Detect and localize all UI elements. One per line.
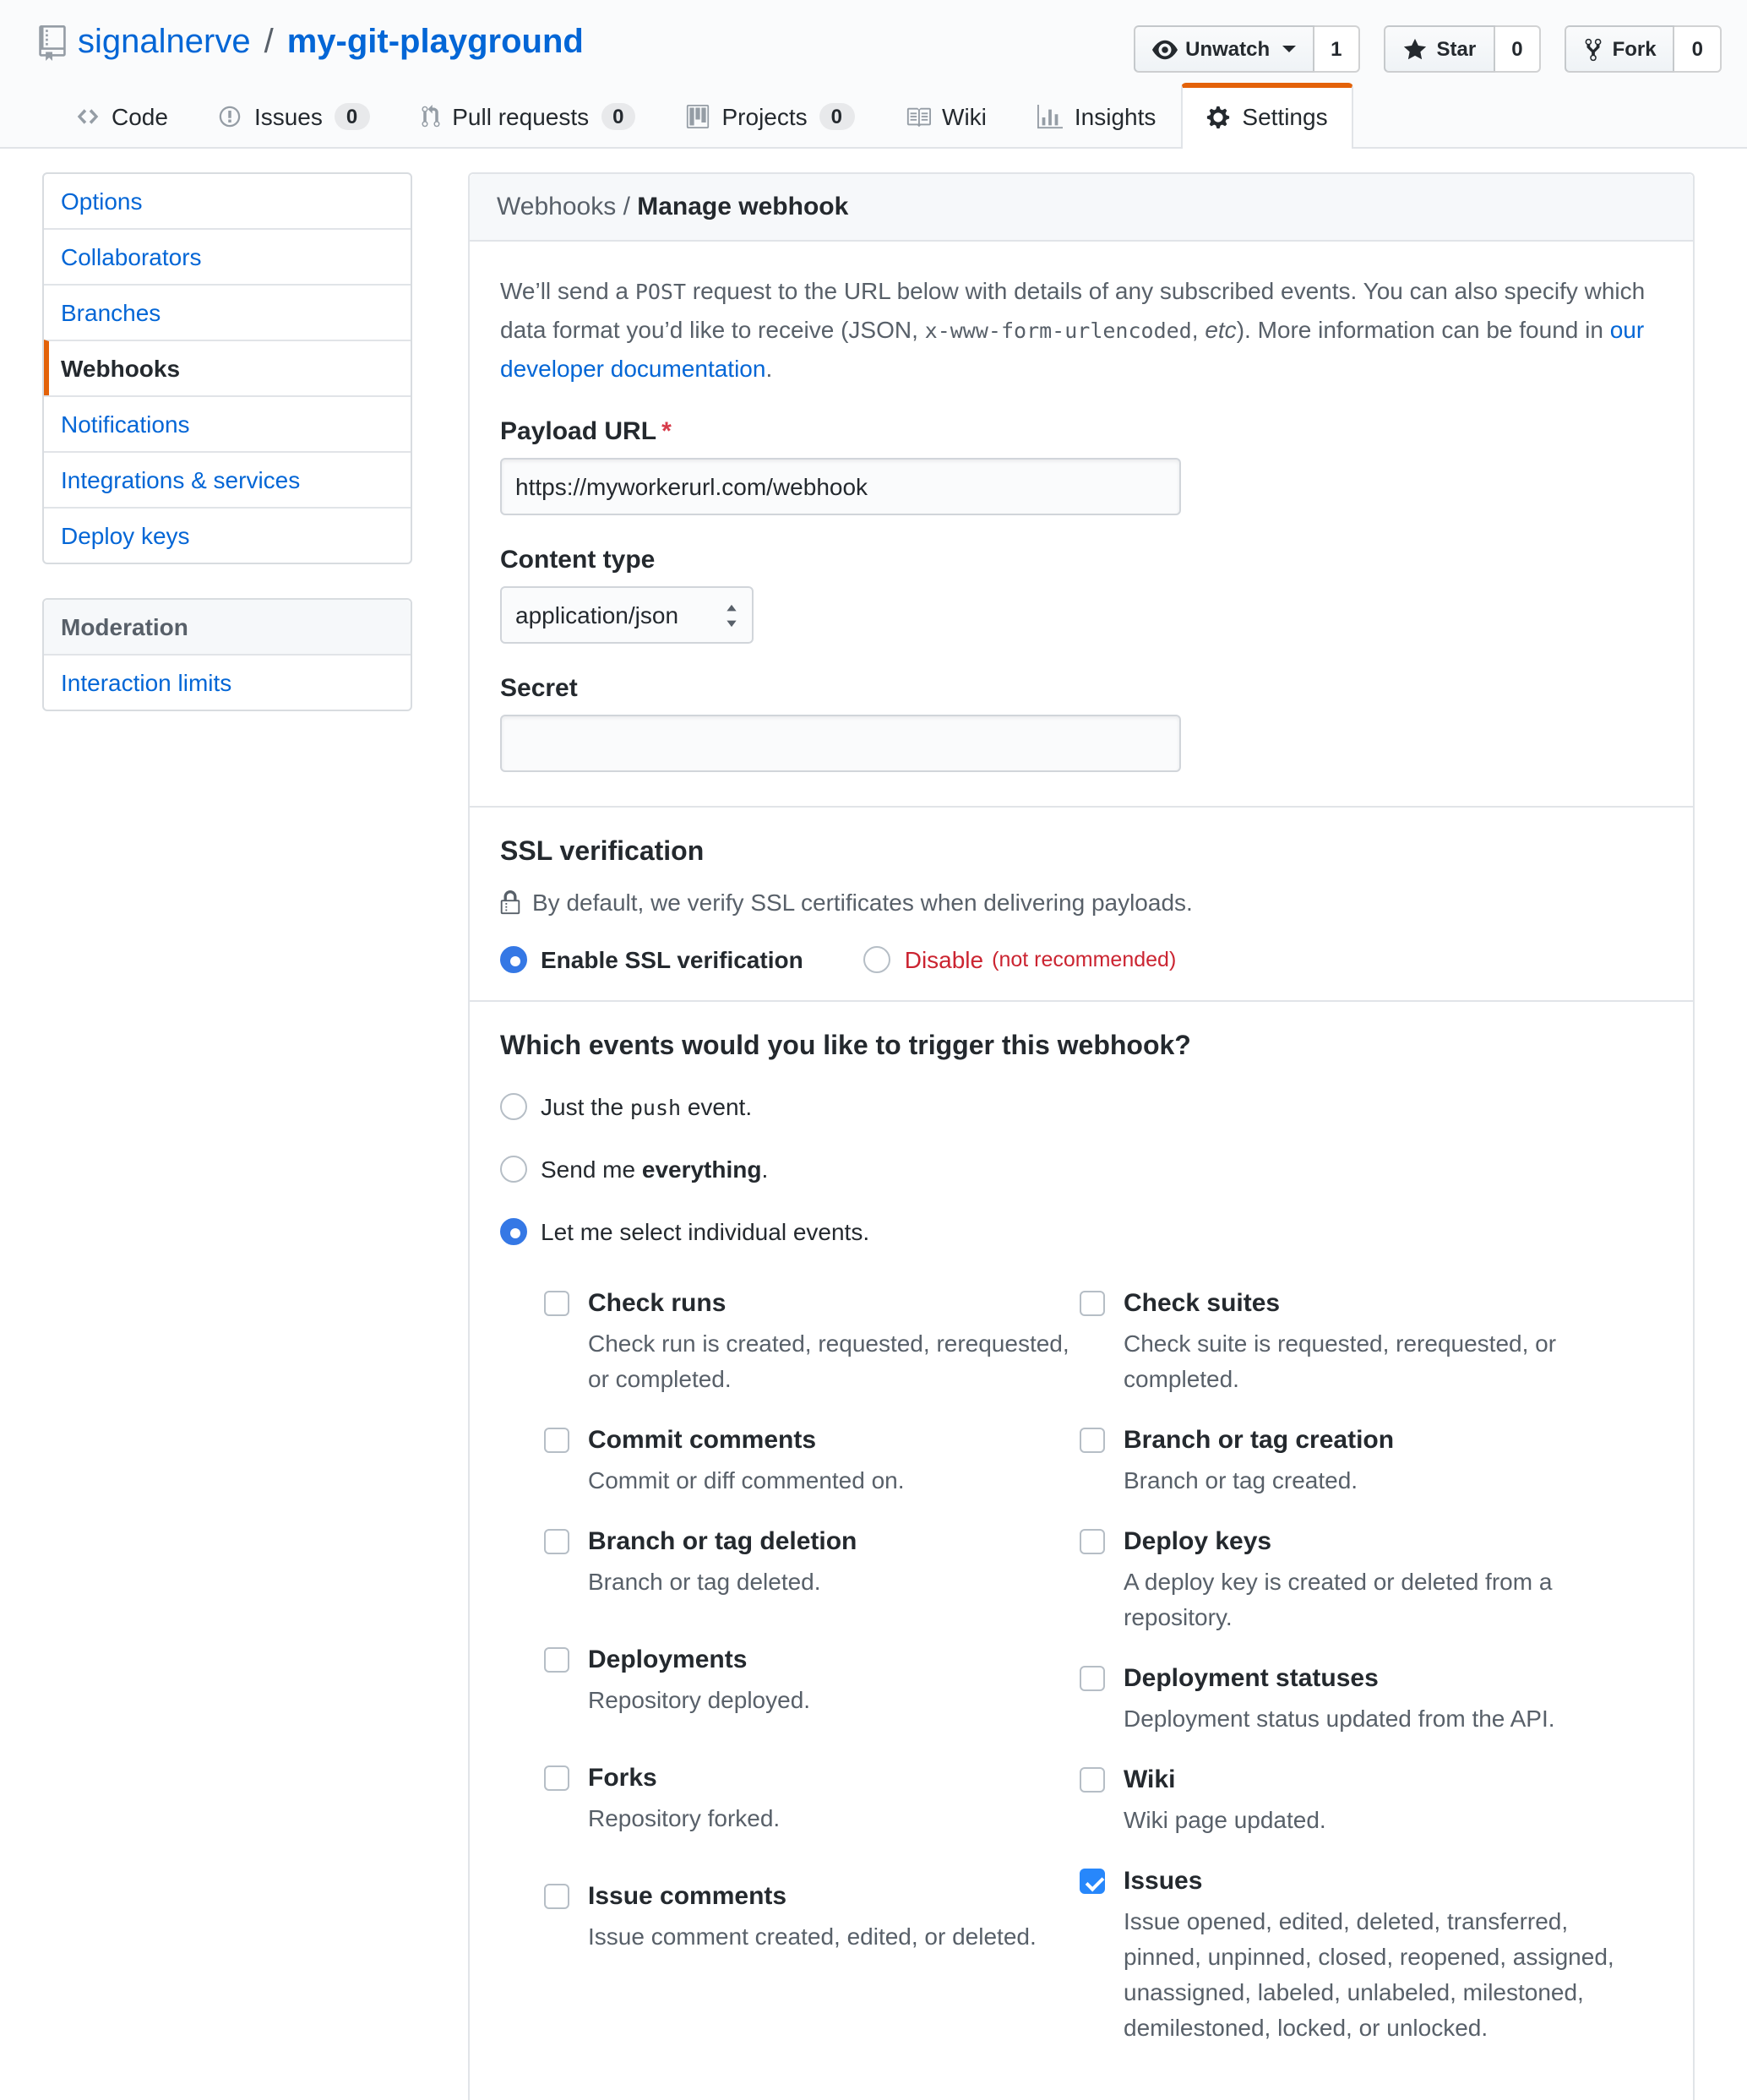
event-description: Issue opened, edited, deleted, transferred, pinned, unpinned, closed, reopened, assigned, unassigned, labeled, unlabeled, milestoned, demilestoned, locked, or unlocked.	[1124, 1907, 1614, 2041]
sidebar-item-notifications[interactable]: Notifications	[44, 395, 411, 451]
event-item-commit-comments	[544, 1424, 1080, 1499]
tab-code[interactable]	[51, 83, 193, 149]
event-option-individual	[500, 1218, 1663, 1245]
chevron-down-icon	[1282, 46, 1295, 52]
select-caret-icon	[725, 602, 738, 628]
event-label: Branch or tag creation	[1124, 1426, 1395, 1455]
sidebar-item-branches[interactable]: Branches	[44, 284, 411, 340]
sidebar-item-collaborators[interactable]: Collaborators	[44, 228, 411, 284]
events-section	[470, 1000, 1693, 2100]
events-column-left	[544, 1287, 1080, 2073]
webhook-intro-text: We’ll send a POST request to the URL below with details of any subscribed events. You can also specify which data format you’d like to receive (JSON, x-www-form-urlencoded, etc). More information can be found in our developer documentation.	[500, 277, 1646, 382]
disable-ssl-group	[864, 946, 1177, 973]
fork-label: Fork	[1612, 37, 1657, 61]
star-button[interactable]	[1385, 25, 1495, 73]
deployments-checkbox[interactable]	[544, 1647, 569, 1673]
individual-events-label: Let me select individual events.	[541, 1218, 870, 1245]
project-icon	[687, 105, 710, 128]
push-event-radio[interactable]	[500, 1093, 527, 1120]
event-label: Commit comments	[588, 1426, 817, 1455]
fork-button-group	[1565, 25, 1722, 73]
urlencoded-code: x-www-form-urlencoded	[924, 318, 1192, 343]
event-option-everything	[500, 1156, 1663, 1183]
sidebar-item-webhooks[interactable]: Webhooks	[44, 340, 411, 395]
gear-icon	[1206, 104, 1230, 129]
event-description: Commit or diff commented on.	[588, 1466, 905, 1493]
sidebar-item-interaction-limits[interactable]: Interaction limits	[44, 654, 411, 710]
pull-requests-counter: 0	[601, 103, 635, 130]
book-icon	[905, 104, 930, 129]
event-item-forks	[544, 1762, 1080, 1836]
event-item-check-suites	[1080, 1287, 1615, 1397]
sidebar-item-options[interactable]: Options	[61, 188, 143, 215]
watch-count[interactable]: 1	[1314, 25, 1360, 73]
everything-radio[interactable]	[500, 1156, 527, 1183]
tab-projects[interactable]	[661, 83, 880, 149]
enable-ssl-radio[interactable]	[500, 946, 527, 973]
secret-label: Secret	[500, 674, 578, 703]
payload-url-input[interactable]	[500, 458, 1181, 515]
tab-label: Issues	[253, 103, 323, 130]
star-icon	[1403, 36, 1429, 62]
event-description: Branch or tag deleted.	[588, 1568, 821, 1595]
repo-nav	[25, 83, 1722, 147]
event-item-wiki	[1080, 1764, 1615, 1838]
push-event-label: Just the push event.	[541, 1093, 753, 1120]
event-description: Check suite is requested, rerequested, or completed.	[1124, 1330, 1557, 1392]
required-asterisk: *	[661, 417, 672, 446]
lock-icon	[500, 890, 520, 915]
code-icon	[76, 105, 100, 128]
event-description: Repository forked.	[588, 1804, 781, 1831]
event-label: Deployment statuses	[1124, 1664, 1379, 1693]
event-description: Wiki page updated.	[1124, 1806, 1326, 1833]
repo-actions	[1133, 25, 1722, 73]
forks-checkbox[interactable]	[544, 1765, 569, 1791]
fork-count[interactable]: 0	[1675, 25, 1722, 73]
sidebar-item-deploy-keys[interactable]: Deploy keys	[44, 507, 411, 563]
tab-issues[interactable]	[193, 83, 395, 149]
tab-settings[interactable]	[1181, 83, 1352, 149]
check-suites-checkbox[interactable]	[1080, 1291, 1105, 1316]
settings-sidebar	[42, 172, 412, 711]
individual-events-radio[interactable]	[500, 1218, 527, 1245]
star-label: Star	[1436, 37, 1477, 61]
repo-owner-link[interactable]: signalnerve	[78, 24, 251, 61]
event-description: A deploy key is created or deleted from a repository.	[1124, 1568, 1553, 1630]
unwatch-button[interactable]	[1133, 25, 1314, 73]
deploy-keys-checkbox[interactable]	[1080, 1529, 1105, 1554]
event-label: Check runs	[588, 1289, 727, 1318]
ssl-note-text: By default, we verify SSL certificates when delivering payloads.	[532, 889, 1193, 916]
moderation-menu	[42, 598, 412, 711]
event-description: Deployment status updated from the API.	[1124, 1705, 1555, 1732]
watch-button-group	[1133, 25, 1360, 73]
tab-label: Settings	[1242, 103, 1328, 130]
disable-ssl-label: Disable	[904, 946, 984, 973]
issue-comments-checkbox[interactable]	[544, 1884, 569, 1909]
settings-menu	[42, 172, 412, 564]
ssl-radio-row	[500, 946, 1663, 973]
moderation-heading: Moderation	[44, 600, 411, 654]
tab-label: Pull requests	[452, 103, 590, 130]
star-count[interactable]: 0	[1494, 25, 1541, 73]
ssl-verification-section	[470, 806, 1693, 1000]
repo-forked-icon	[1584, 36, 1604, 62]
event-label: Issues	[1124, 1867, 1203, 1896]
event-label: Check suites	[1124, 1289, 1281, 1318]
deployment-statuses-checkbox[interactable]	[1080, 1666, 1105, 1691]
event-option-push	[500, 1093, 1663, 1120]
branch-tag-creation-checkbox[interactable]	[1080, 1428, 1105, 1453]
main-content	[468, 172, 1695, 2100]
event-label: Deploy keys	[1124, 1527, 1272, 1556]
event-item-deploy-keys	[1080, 1526, 1615, 1635]
issues-checkbox[interactable]	[1080, 1869, 1105, 1894]
event-item-issue-comments	[544, 1880, 1080, 1955]
event-description: Branch or tag created.	[1124, 1466, 1358, 1493]
breadcrumb-current: Manage webhook	[637, 193, 849, 221]
content-type-select[interactable]	[500, 586, 754, 644]
repo-title-separator: /	[264, 24, 274, 61]
ssl-note	[500, 889, 1663, 916]
disable-ssl-radio[interactable]	[864, 946, 891, 973]
event-label: Branch or tag deletion	[588, 1527, 857, 1556]
events-column-right	[1080, 1287, 1615, 2073]
event-description: Check run is created, requested, rerequested, or completed.	[588, 1330, 1069, 1392]
tab-label: Insights	[1074, 103, 1157, 130]
webhook-form-section	[470, 242, 1693, 806]
events-grid	[544, 1287, 1663, 2073]
breadcrumb	[470, 174, 1693, 242]
issues-counter: 0	[335, 103, 369, 130]
event-item-deployment-statuses	[1080, 1662, 1615, 1737]
branch-tag-deletion-checkbox[interactable]	[544, 1529, 569, 1554]
tab-label: Code	[112, 103, 168, 130]
sidebar-item-integrations-services[interactable]: Integrations & services	[44, 451, 411, 507]
event-label: Wiki	[1124, 1765, 1176, 1794]
wiki-checkbox[interactable]	[1080, 1767, 1105, 1793]
breadcrumb-separator: /	[623, 193, 630, 221]
graph-icon	[1037, 104, 1063, 129]
check-runs-checkbox[interactable]	[544, 1291, 569, 1316]
event-description: Issue comment created, edited, or deleted.	[588, 1923, 1037, 1950]
commit-comments-checkbox[interactable]	[544, 1428, 569, 1453]
tab-label: Projects	[721, 103, 808, 130]
event-label: Issue comments	[588, 1882, 787, 1911]
ssl-heading: SSL verification	[500, 838, 705, 867]
enable-ssl-label: Enable SSL verification	[541, 946, 803, 973]
repo-header	[0, 0, 1747, 149]
event-label: Deployments	[588, 1646, 748, 1674]
star-button-group	[1385, 25, 1542, 73]
everything-label: Send me everything.	[541, 1156, 769, 1183]
git-pull-request-icon	[420, 105, 440, 128]
content-type-label: Content type	[500, 546, 656, 574]
event-item-check-runs	[544, 1287, 1080, 1397]
webhook-panel	[468, 172, 1695, 2100]
disable-ssl-note: (not recommended)	[992, 948, 1177, 971]
content-type-value: application/json	[515, 601, 679, 628]
event-item-deployments	[544, 1644, 1080, 1718]
tab-insights[interactable]	[1012, 83, 1182, 149]
event-description: Repository deployed.	[588, 1686, 811, 1713]
tab-wiki[interactable]	[879, 83, 1012, 149]
fork-button[interactable]	[1565, 25, 1675, 73]
tab-pull-requests[interactable]	[395, 83, 661, 149]
tab-label: Wiki	[942, 103, 987, 130]
event-item-issues	[1080, 1865, 1615, 2046]
breadcrumb-webhooks-link[interactable]: Webhooks	[497, 193, 617, 221]
eye-icon	[1151, 36, 1177, 62]
developer-documentation-link[interactable]: our developer documentation	[500, 316, 1645, 382]
secret-input[interactable]	[500, 715, 1181, 772]
post-code: POST	[634, 279, 687, 304]
projects-counter: 0	[819, 103, 854, 130]
event-item-branch-tag-creation	[1080, 1424, 1615, 1499]
repo-name-link[interactable]: my-git-playground	[286, 24, 584, 61]
repo-icon	[39, 25, 66, 61]
event-item-branch-tag-deletion	[544, 1526, 1080, 1600]
issue-opened-icon	[219, 105, 242, 128]
payload-url-label: Payload URL *	[500, 417, 672, 446]
event-label: Forks	[588, 1764, 657, 1793]
events-heading: Which events would you like to trigger this webhook?	[500, 1032, 1191, 1061]
unwatch-label: Unwatch	[1185, 37, 1271, 61]
